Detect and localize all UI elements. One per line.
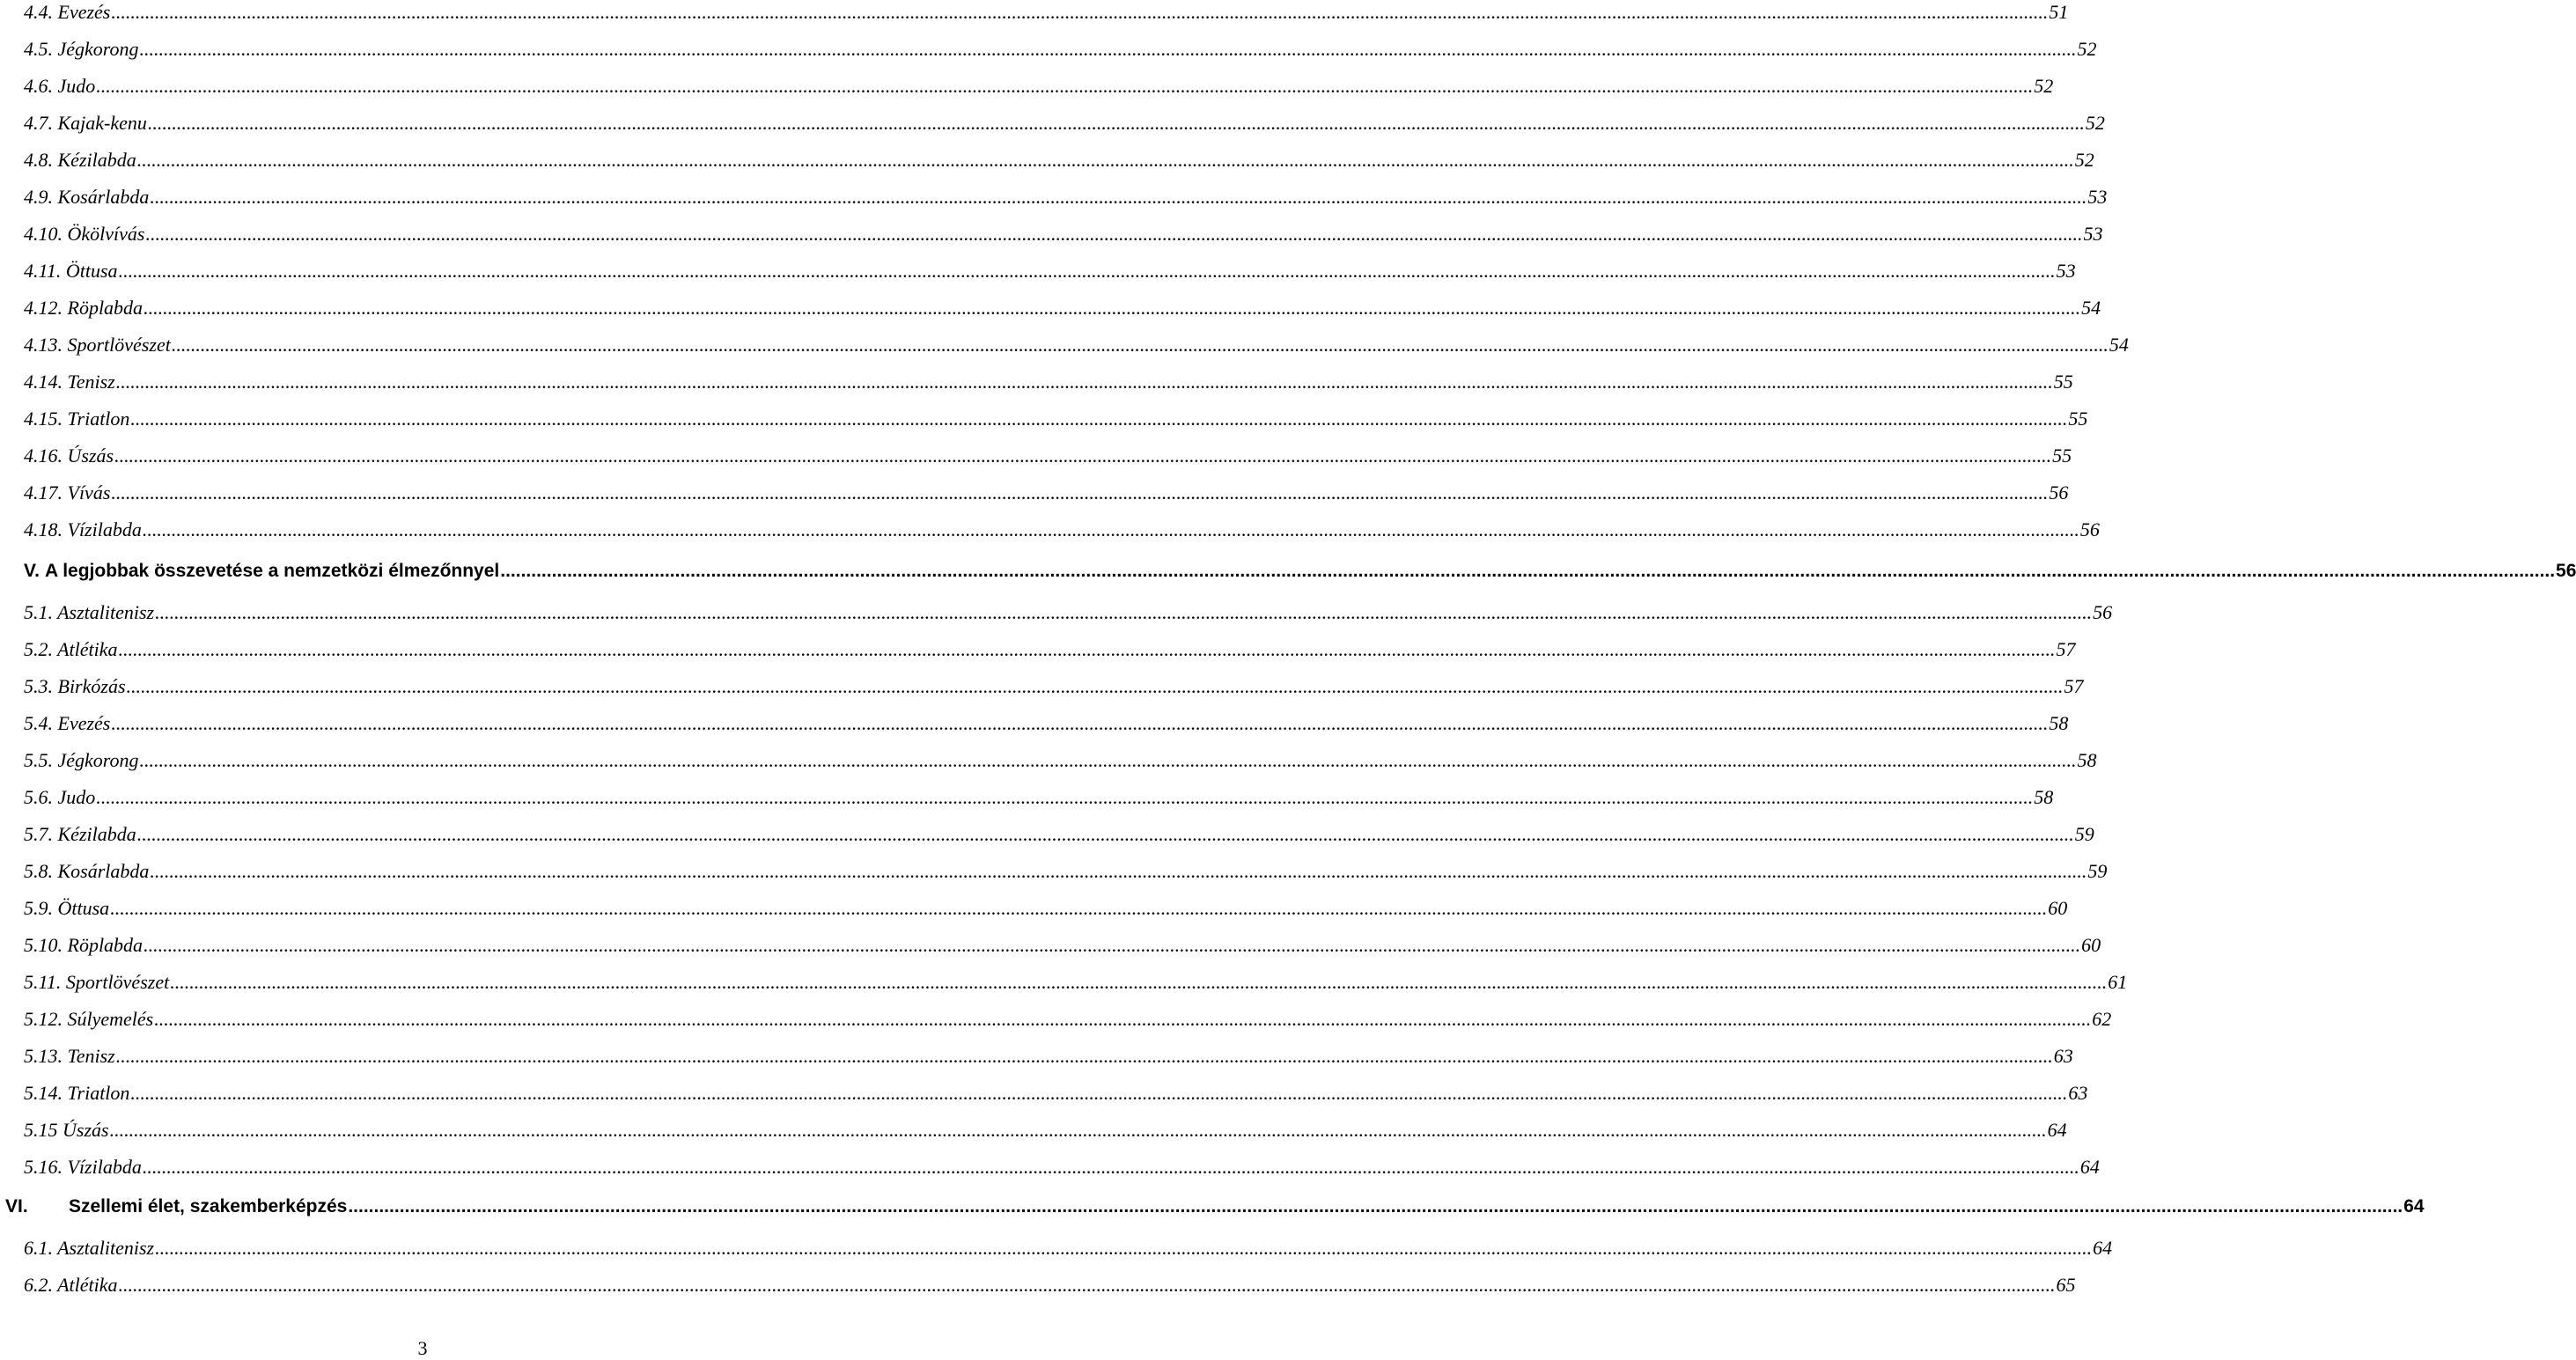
toc-entry-label [24, 674, 126, 699]
toc-entry-page: 51 [2049, 1, 2069, 23]
toc-entry-title: Ökölvívás [67, 223, 145, 245]
toc-entry-page: 55 [2053, 371, 2073, 393]
toc-entry-title: Tenisz [67, 1045, 115, 1067]
toc-entry-label [24, 970, 169, 995]
toc-entry-label [24, 1273, 118, 1298]
toc-entry-number: 5.10. [24, 934, 63, 956]
toc-entry[interactable] [24, 148, 2094, 173]
toc-entry-page: 60 [2081, 934, 2101, 956]
dot-leader: ................................................................................................................................................................................................................................................................................................................................................................................................................ [96, 75, 2034, 97]
toc-entry-label [24, 111, 147, 136]
dot-leader: ................................................................................................................................................................................................................................................................................................................................................................................................................ [130, 408, 2068, 430]
dot-leader: ................................................................................................................................................................................................................................................................................................................................................................................................................ [111, 482, 2049, 504]
toc-entry-label [24, 1044, 115, 1069]
toc-entry-page: 64 [2047, 1119, 2067, 1141]
toc-entry[interactable] [24, 933, 2101, 958]
toc-entry-number: 4.11. [24, 260, 62, 282]
toc-entry-number: 5.3. [24, 675, 53, 697]
toc-entry-label [24, 1007, 153, 1032]
dot-leader: ................................................................................................................................................................................................................................................................................................................................................................................................................ [154, 1008, 2092, 1030]
dot-leader: ................................................................................................................................................................................................................................................................................................................................................................................................................ [118, 260, 2056, 282]
dot-leader: ................................................................................................................................................................................................................................................................................................................................................................................................................ [170, 971, 2108, 993]
dot-leader: ................................................................................................................................................................................................................................................................................................................................................................................................................ [126, 675, 2064, 697]
toc-entry-label [24, 785, 95, 810]
dot-leader: ................................................................................................................................................................................................................................................................................................................................................................................................................ [111, 1, 2049, 23]
toc-heading[interactable] [5, 1194, 2425, 1220]
toc-entry[interactable] [24, 0, 2069, 25]
toc-entry-title: Atlétika [57, 638, 118, 660]
toc-entry[interactable] [24, 822, 2094, 847]
toc-entry-number: 4.5. [24, 38, 53, 60]
toc-entry-number: 4.16. [24, 445, 63, 467]
toc-entry-page: 53 [2056, 260, 2076, 282]
toc-entry[interactable] [24, 222, 2103, 246]
toc-entry-label [24, 1118, 109, 1143]
toc-entry-number: 5.14. [24, 1082, 63, 1104]
toc-entry-page: 53 [2083, 223, 2103, 245]
toc-entry-label [24, 1236, 154, 1261]
dot-leader: ................................................................................................................................................................................................................................................................................................................................................................................................................ [144, 297, 2081, 319]
toc-entry-number: 4.15. [24, 408, 63, 430]
toc-entry-title: Evezés [57, 1, 111, 23]
toc-entry-page: 55 [2052, 445, 2072, 467]
toc-entry-page: 54 [2081, 297, 2101, 319]
toc-entry-label [24, 518, 142, 542]
toc-entry-page: 56 [2556, 561, 2576, 581]
toc-entry-title: Atlétika [57, 1274, 118, 1296]
toc-entry-label [24, 600, 154, 625]
toc-entry-label [24, 711, 110, 736]
toc-entry-title: Röplabda [67, 934, 144, 956]
toc-entry-title: Judo [57, 75, 96, 97]
toc-entry-label [24, 370, 115, 394]
toc-entry-title: Evezés [57, 712, 111, 734]
toc-entry-number: 5.7. [24, 823, 53, 845]
toc-entry-page: 61 [2108, 971, 2128, 993]
toc-entry-label [24, 185, 149, 210]
toc-entry-number: 4.13. [24, 334, 63, 356]
toc-entry-page: 54 [2109, 334, 2129, 356]
toc-entry-title: Vívás [67, 482, 111, 504]
toc-entry-number: 5.1. [24, 601, 53, 623]
toc-entry-number: 5.11. [24, 971, 62, 993]
toc-entry-page: 58 [2034, 786, 2054, 808]
dot-leader: ................................................................................................................................................................................................................................................................................................................................................................................................................ [130, 1082, 2068, 1104]
toc-entry[interactable] [24, 970, 2128, 995]
toc-entry-page: 57 [2064, 675, 2084, 697]
toc-entry-page: 65 [2056, 1274, 2076, 1296]
toc-heading[interactable] [24, 558, 2576, 584]
toc-entry-number: 4.8. [24, 149, 53, 171]
toc-entry-number: 6.1. [24, 1237, 53, 1259]
toc-entry-title: Judo [57, 786, 96, 808]
toc-entry-page: 59 [2074, 823, 2094, 845]
toc-entry-label [24, 481, 110, 505]
toc-entry-title: Jégkorong [57, 749, 139, 771]
toc-entry-number: 4.4. [24, 1, 53, 23]
toc-entry-title: Szellemi élet, szakemberképzés [69, 1196, 348, 1217]
dot-leader: ................................................................................................................................................................................................................................................................................................................................................................................................................ [115, 371, 2053, 393]
toc-entry-title: Kosárlabda [57, 860, 150, 882]
toc-entry-title: Tenisz [67, 371, 115, 393]
toc-entry[interactable] [24, 333, 2129, 357]
toc-entry-label [24, 748, 139, 773]
dot-leader: ................................................................................................................................................................................................................................................................................................................................................................................................................ [144, 934, 2081, 956]
toc-entry-label [24, 822, 136, 847]
toc-entry-label [24, 333, 171, 357]
toc-entry-page: 56 [2093, 601, 2113, 623]
toc-entry-title: Jégkorong [57, 38, 139, 60]
toc-entry-label [24, 37, 139, 62]
toc-entry-label [24, 148, 136, 173]
dot-leader: ................................................................................................................................................................................................................................................................................................................................................................................................................ [139, 749, 2077, 771]
toc-entry[interactable] [24, 1155, 2100, 1180]
toc-entry[interactable] [24, 518, 2100, 542]
dot-leader: ................................................................................................................................................................................................................................................................................................................................................................................................................ [150, 186, 2087, 208]
toc-entry-title: Úszás [63, 1119, 109, 1141]
dot-leader: ................................................................................................................................................................................................................................................................................................................................................................................................................ [142, 1156, 2079, 1178]
toc-entry-page: 64 [2093, 1237, 2113, 1259]
toc-entry-title: Asztalitenisz [57, 1237, 155, 1259]
dot-leader: ................................................................................................................................................................................................................................................................................................................................................................................................................ [118, 1274, 2056, 1296]
toc-entry-title: Öttusa [57, 897, 110, 919]
toc-entry-page: 56 [2049, 482, 2069, 504]
toc-entry-title: Úszás [67, 445, 114, 467]
toc-entry-label [24, 1155, 142, 1180]
toc-entry[interactable] [24, 711, 2069, 736]
toc-entry-title: Kosárlabda [57, 186, 150, 208]
toc-entry-label [24, 444, 114, 468]
toc-entry-page: 58 [2049, 712, 2069, 734]
toc-entry-page: 55 [2068, 408, 2088, 430]
toc-entry[interactable] [24, 111, 2105, 136]
toc-entry-title: Asztalitenisz [57, 601, 155, 623]
toc-entry-page: 62 [2092, 1008, 2112, 1030]
toc-entry[interactable] [24, 370, 2073, 394]
toc-entry-page: 63 [2068, 1082, 2088, 1104]
dot-leader: ................................................................................................................................................................................................................................................................................................................................................................................................................ [110, 897, 2048, 919]
toc-entry[interactable] [24, 296, 2101, 320]
toc-entry-number: VI. [5, 1196, 28, 1217]
toc-entry-title: Vízilabda [67, 1156, 142, 1178]
page-number: 3 [417, 1337, 428, 1359]
toc-entry-page: 58 [2077, 749, 2097, 771]
toc-entry-number: 5.5. [24, 749, 53, 771]
dot-leader: ................................................................................................................................................................................................................................................................................................................................................................................................................ [136, 149, 2074, 171]
dot-leader: ................................................................................................................................................................................................................................................................................................................................................................................................................ [114, 445, 2052, 467]
toc-entry-page: 52 [2077, 38, 2097, 60]
toc-entry-title: Öttusa [65, 260, 118, 282]
toc-entry-label [24, 259, 118, 283]
toc-entry-number: 5.2. [24, 638, 53, 660]
toc-entry[interactable] [24, 37, 2097, 62]
toc-entry-number: 5.12. [24, 1008, 63, 1030]
toc-entry-label [24, 0, 110, 25]
dot-leader: ................................................................................................................................................................................................................................................................................................................................................................................................................ [171, 334, 2109, 356]
dot-leader: ................................................................................................................................................................................................................................................................................................................................................................................................................ [139, 38, 2077, 60]
toc-entry-number: 4.12. [24, 297, 63, 319]
toc-entry[interactable] [24, 674, 2084, 699]
toc-entry-title: Triatlon [67, 408, 130, 430]
dot-leader: ................................................................................................................................................................................................................................................................................................................................................................................................................ [155, 1237, 2093, 1259]
toc-entry-title: Röplabda [67, 297, 144, 319]
toc-entry-number: 5.9. [24, 897, 53, 919]
toc-entry-title: Birkózás [57, 675, 126, 697]
toc-entry-label [24, 222, 144, 246]
toc-entry-number: 4.17. [24, 482, 63, 504]
toc-entry[interactable] [24, 481, 2069, 505]
toc-entry[interactable] [24, 185, 2108, 210]
toc-entry-label [24, 896, 109, 921]
toc-entry-label [24, 1081, 129, 1106]
dot-leader: ................................................................................................................................................................................................................................................................................................................................................................................................................ [150, 860, 2087, 882]
toc-entry-title: Súlyemelés [67, 1008, 154, 1030]
toc-entry-title: Vízilabda [67, 518, 142, 540]
toc-entry[interactable] [24, 600, 2113, 625]
toc-entry-page: 56 [2079, 518, 2100, 540]
toc-entry-number: 5.4. [24, 712, 53, 734]
toc-entry-number: 4.10. [24, 223, 63, 245]
toc-entry-number: 5.8. [24, 860, 53, 882]
dot-leader: ................................................................................................................................................................................................................................................................................................................................................................................................................ [147, 112, 2085, 134]
toc-entry[interactable] [24, 859, 2108, 884]
toc-entry-title: A legjobbak összevetése a nemzetközi élmezőnnyel [45, 561, 500, 581]
dot-leader: ................................................................................................................................................................................................................................................................................................................................................................................................................ [115, 1045, 2053, 1067]
toc-entry[interactable] [24, 1236, 2113, 1261]
dot-leader: ................................................................................................................................................................................................................................................................................................................................................................................................................ [96, 786, 2034, 808]
toc-entry-number: V. [24, 561, 40, 581]
dot-leader: ................................................................................................................................................................................................................................................................................................................................................................................................................ [109, 1119, 2047, 1141]
dot-leader: ................................................................................................................................................................................................................................................................................................................................................................................................................ [136, 823, 2074, 845]
toc-entry[interactable] [24, 444, 2072, 468]
toc-entry-title: Triatlon [67, 1082, 130, 1104]
toc-entry-page: 52 [2034, 75, 2054, 97]
toc-entry-page: 52 [2085, 112, 2105, 134]
toc-entry-page: 63 [2053, 1045, 2073, 1067]
toc-entry-number: 6.2. [24, 1274, 53, 1296]
toc-entry-number: 4.18. [24, 518, 63, 540]
toc-entry-title: Kézilabda [57, 149, 136, 171]
toc-entry[interactable] [24, 748, 2097, 773]
toc-entry-label [24, 407, 129, 431]
toc-entry-page: 57 [2056, 638, 2076, 660]
toc-entry[interactable] [24, 785, 2054, 810]
toc-entry-number: 4.7. [24, 112, 53, 134]
toc-entry-label [24, 74, 95, 99]
toc-entry[interactable] [24, 74, 2054, 99]
toc-entry-number: 5.15 [24, 1119, 58, 1141]
toc-entry[interactable] [24, 1273, 2076, 1298]
toc-entry[interactable] [24, 1118, 2067, 1143]
toc-entry[interactable] [24, 407, 2088, 431]
toc-entry-label [24, 859, 149, 884]
toc-entry-title: Sportlövészet [65, 971, 170, 993]
dot-leader: ................................................................................................................................................................................................................................................................................................................................................................................................................ [145, 223, 2083, 245]
dot-leader: ................................................................................................................................................................................................................................................................................................................................................................................................................ [118, 638, 2056, 660]
toc-entry[interactable] [24, 259, 2076, 283]
toc-entry-number: 4.6. [24, 75, 53, 97]
dot-leader: ................................................................................................................................................................................................................................................................................................................................................................................................................ [142, 518, 2079, 540]
toc-entry[interactable] [24, 1044, 2073, 1069]
toc-entry-label [24, 933, 143, 958]
toc-entry-page: 60 [2048, 897, 2068, 919]
dot-leader: ................................................................................................................................................................................................................................................................................................................................................................................................................ [500, 561, 2556, 581]
toc-entry-number: 5.6. [24, 786, 53, 808]
toc-entry-label [24, 558, 499, 584]
toc-entry[interactable] [24, 1007, 2112, 1032]
dot-leader: ................................................................................................................................................................................................................................................................................................................................................................................................................ [111, 712, 2049, 734]
toc-entry-page: 52 [2074, 149, 2094, 171]
toc-entry-label [24, 296, 143, 320]
dot-leader: ................................................................................................................................................................................................................................................................................................................................................................................................................ [155, 601, 2093, 623]
toc-entry-page: 59 [2087, 860, 2108, 882]
toc-entry-page: 64 [2079, 1156, 2100, 1178]
toc-entry[interactable] [24, 637, 2076, 662]
dot-leader: ................................................................................................................................................................................................................................................................................................................................................................................................................ [348, 1196, 2403, 1217]
toc-entry-title: Kajak-kenu [57, 112, 147, 134]
toc-entry-page: 53 [2087, 186, 2108, 208]
toc-entry-number: 5.16. [24, 1156, 63, 1178]
toc-entry-label [24, 637, 118, 662]
toc-entry-number: 5.13. [24, 1045, 63, 1067]
toc-entry-number: 4.9. [24, 186, 53, 208]
toc-entry-title: Kézilabda [57, 823, 136, 845]
toc-entry-number: 4.14. [24, 371, 63, 393]
toc-entry[interactable] [24, 896, 2068, 921]
toc-entry[interactable] [24, 1081, 2088, 1106]
toc-entry-title: Sportlövészet [67, 334, 171, 356]
toc-entry-page: 64 [2403, 1196, 2425, 1217]
toc-entry-label [5, 1194, 347, 1220]
